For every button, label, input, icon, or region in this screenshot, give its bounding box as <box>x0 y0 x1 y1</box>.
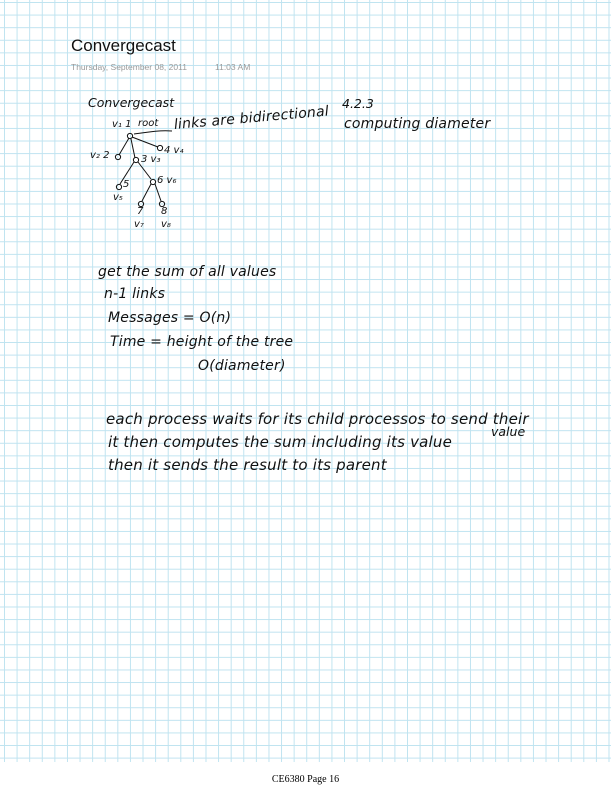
tree-edge-6-7 <box>142 184 151 201</box>
page-time: 11:03 AM <box>215 62 251 72</box>
links-note-pointer <box>134 131 172 134</box>
notes-heading: Convergecast <box>88 95 175 110</box>
tree-label-7: 7 <box>137 206 144 217</box>
note-line-messages: Messages = O(n) <box>108 310 232 326</box>
note-line-time: Time = height of the tree <box>110 334 294 350</box>
tree-node-root <box>127 133 132 138</box>
tree-edge-1-2 <box>119 138 129 155</box>
paragraph-line-3: then it sends the result to its parent <box>108 456 387 474</box>
tree-node-5 <box>116 184 121 189</box>
tree-label-v6: 6 v₆ <box>157 175 177 186</box>
tree-label-v4: 4 v₄ <box>164 145 184 156</box>
tree-root-label: v₁ 1 <box>112 119 132 130</box>
tree-node-6 <box>150 179 155 184</box>
links-note: links are bidirectional <box>173 103 330 133</box>
page-title: Convergecast <box>71 36 176 55</box>
page-footer: CE6380 Page 16 <box>271 774 340 785</box>
paragraph-line-2: it then computes the sum including its value <box>108 433 453 451</box>
paragraph-line-1: each process waits for its child processos to send their <box>106 410 529 428</box>
tree-node-3 <box>133 157 138 162</box>
tree-edge-1-4 <box>132 137 158 147</box>
note-line-sum: get the sum of all values <box>98 264 277 280</box>
section-number: 4.2.3 <box>342 96 374 111</box>
tree-label-5: 5 <box>123 179 130 190</box>
tree-edge-1-3 <box>131 139 135 158</box>
tree-node-4 <box>157 145 162 150</box>
tree-label-v2: v₂ 2 <box>90 150 110 161</box>
note-line-links: n-1 links <box>104 286 166 302</box>
tree-edge-6-8 <box>155 184 161 201</box>
tree-label-v3: 3 v₃ <box>141 154 161 165</box>
page-date: Thursday, September 08, 2011 <box>71 62 187 72</box>
tree-node-2 <box>115 154 120 159</box>
tree-label-v8: v₈ <box>161 219 171 230</box>
section-title: computing diameter <box>344 116 491 132</box>
paragraph-insert: value <box>491 424 526 439</box>
tree-label-8: 8 <box>161 206 168 217</box>
tree-label-v7: v₇ <box>134 219 144 230</box>
tree-root-word: root <box>138 118 159 129</box>
tree-label-v5: v₅ <box>113 192 123 203</box>
note-line-diameter: O(diameter) <box>198 358 286 374</box>
